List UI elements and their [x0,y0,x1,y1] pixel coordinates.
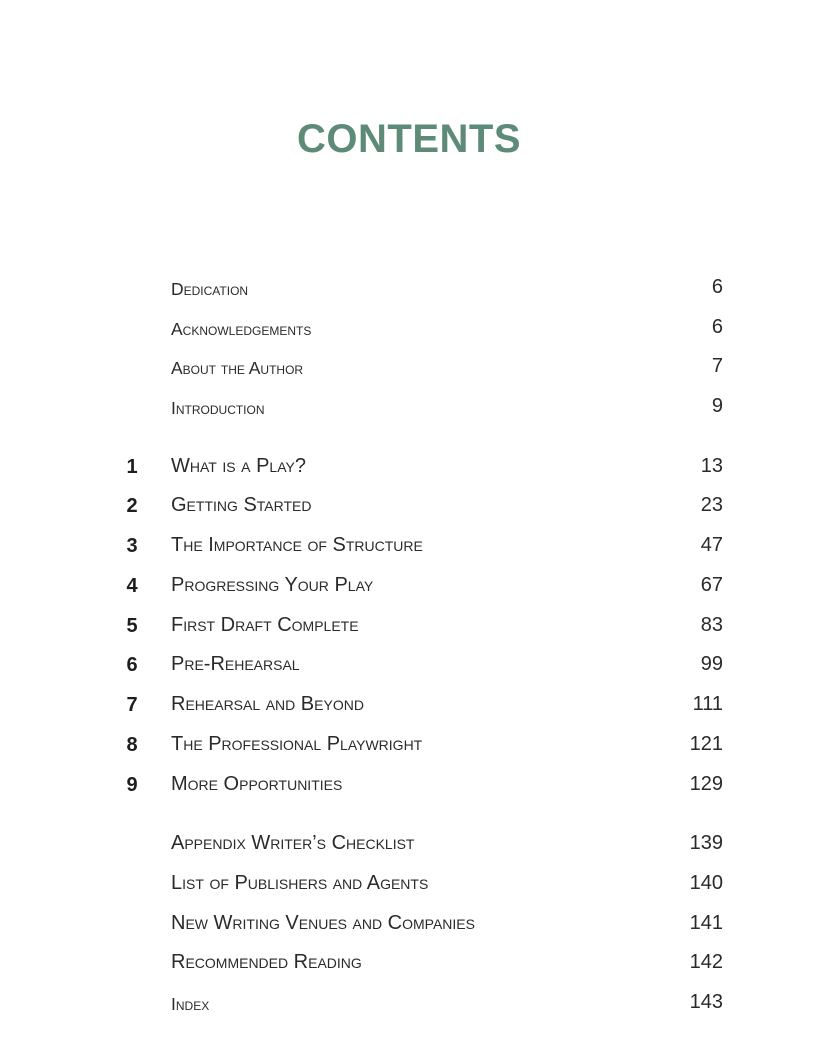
chapter-number: 5 [126,615,138,637]
chapter-title: Progressing Your Play [171,574,374,596]
chapter-title: First Draft Complete [171,614,359,636]
toc-entry-page: 141 [689,912,723,934]
chapter-page: 121 [689,733,723,755]
chapter-number: 9 [126,774,138,796]
toc-entry[interactable] [0,904,818,944]
toc-entry-page: 6 [711,276,723,298]
chapter-page: 83 [700,614,723,636]
toc-entry-page: 7 [711,355,723,377]
chapter-title: Pre-Rehearsal [171,653,300,675]
toc-chapter[interactable] [0,486,818,526]
toc-chapter[interactable] [0,606,818,646]
toc-entry-label: Acknowledgements [171,319,312,339]
chapter-page: 47 [700,534,723,556]
chapter-title: Rehearsal and Beyond [171,693,364,715]
toc-entry-page: 140 [689,872,723,894]
chapter-page: 67 [700,574,723,596]
toc-chapter[interactable] [0,765,818,805]
toc-entry-label: About the Author [171,358,304,378]
toc-chapter[interactable] [0,725,818,765]
chapter-number: 2 [126,495,138,517]
toc-entry[interactable] [0,864,818,904]
toc-entry[interactable] [0,387,818,427]
toc-entry-label: Dedication [171,279,249,299]
chapter-page: 23 [700,494,723,516]
toc-entry[interactable] [0,347,818,387]
toc-entry-label: List of Publishers and Agents [171,872,429,894]
chapter-page: 129 [689,773,723,795]
toc-entry-label: New Writing Venues and Companies [171,912,475,934]
chapter-number: 8 [126,734,138,756]
toc-entry-label: Index [171,994,210,1014]
chapter-page: 13 [700,455,723,477]
chapter-number: 1 [126,456,138,478]
toc-entry[interactable] [0,268,818,308]
chapter-title: The Professional Playwright [171,733,423,755]
toc-entry-label: Introduction [171,398,265,418]
toc-entry-label: Appendix Writer’s Checklist [171,832,415,854]
toc-entry-page: 143 [689,991,723,1013]
toc-entry-label: Recommended Reading [171,951,362,973]
toc-chapter[interactable] [0,566,818,606]
toc-entry[interactable] [0,824,818,864]
toc-entry[interactable] [0,308,818,348]
toc-entry-page: 9 [711,395,723,417]
toc-entry[interactable] [0,983,818,1023]
chapter-title: The Importance of Structure [171,534,423,556]
toc-chapter[interactable] [0,447,818,487]
toc-entry-page: 6 [711,316,723,338]
chapter-number: 6 [126,654,138,676]
toc-chapter[interactable] [0,526,818,566]
chapter-page: 99 [700,653,723,675]
page-title: CONTENTS [297,117,521,161]
toc-entry[interactable] [0,943,818,983]
chapter-title: What is a Play? [171,455,306,477]
chapter-number: 7 [126,694,138,716]
chapter-number: 3 [126,535,138,557]
chapter-page: 111 [692,693,723,715]
chapter-title: More Opportunities [171,773,343,795]
toc-chapter[interactable] [0,645,818,685]
toc-chapter[interactable] [0,685,818,725]
toc-entry-page: 142 [689,951,723,973]
chapter-title: Getting Started [171,494,312,516]
toc-entry-page: 139 [689,832,723,854]
chapter-number: 4 [126,575,138,597]
